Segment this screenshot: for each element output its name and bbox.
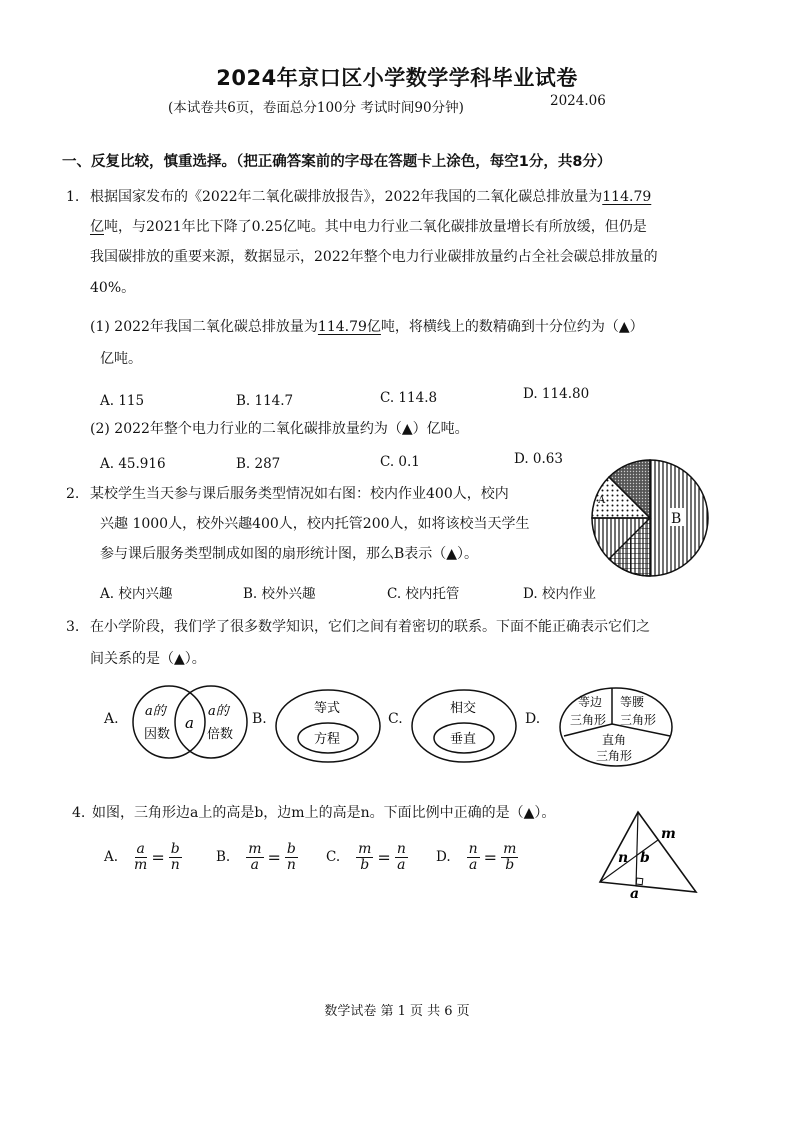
venn-a-left-top: a的 bbox=[145, 704, 166, 719]
venn-d-bottom-top: 直角 bbox=[602, 733, 627, 747]
q3-option-d-label[interactable]: D. bbox=[525, 711, 541, 727]
frac-numerator: n bbox=[396, 841, 406, 857]
venn-c-outer: 相交 bbox=[450, 701, 477, 716]
frac-numerator: b bbox=[170, 841, 180, 857]
exam-title: 2024年京口区小学数学学科毕业试卷 bbox=[216, 66, 578, 90]
exam-date: 2024.06 bbox=[550, 93, 606, 109]
q4-option-d-right-frac bbox=[501, 842, 518, 872]
q3-venn-c bbox=[408, 686, 520, 766]
q3-venn-b bbox=[272, 686, 384, 766]
q1-line-3: 我国碳排放的重要来源，数据显示，2022年整个电力行业碳排放量约占全社会碳总排放量的 bbox=[90, 249, 658, 265]
q4-option-d[interactable] bbox=[436, 842, 518, 872]
venn-b-inner: 方程 bbox=[314, 732, 341, 747]
q1-unit: 亿 bbox=[90, 219, 104, 235]
q1-sub1-option-a[interactable]: A. 115 bbox=[100, 393, 145, 409]
tri-label-n: n bbox=[618, 850, 629, 866]
q4-option-b-left-frac bbox=[246, 842, 263, 872]
q2-option-c[interactable]: C. 校内托管 bbox=[387, 586, 460, 602]
q2-line-1: 某校学生当天参与课后服务类型情况如右图：校内作业400人，校内 bbox=[90, 486, 509, 502]
q1-sub1-option-c[interactable]: C. 114.8 bbox=[380, 390, 438, 406]
q1-line-2 bbox=[90, 220, 647, 234]
q4-option-c-left-frac bbox=[356, 842, 373, 872]
frac-denominator: a bbox=[250, 856, 260, 873]
q3-option-b-label[interactable]: B. bbox=[252, 711, 267, 727]
frac-denominator: n bbox=[286, 856, 296, 873]
q4-option-c-label: C. bbox=[326, 849, 341, 866]
q1-sub2-option-b[interactable]: B. 287 bbox=[236, 456, 281, 472]
q1-sub1-post: 吨，将横线上的数精确到十分位约为（▲） bbox=[380, 319, 644, 335]
q1-sub1-pre: (1) 2022年我国二氧化碳总排放量为 bbox=[90, 319, 318, 335]
frac-numerator: m bbox=[248, 841, 262, 857]
q4-option-d-eq: = bbox=[483, 847, 498, 867]
q1-amount: 114.79 bbox=[602, 189, 652, 205]
frac-numerator: n bbox=[468, 841, 478, 857]
q4-option-a-right-frac bbox=[169, 842, 182, 872]
pie-label-small: A bbox=[598, 495, 606, 506]
frac-denominator: b bbox=[360, 856, 370, 873]
q4-option-b-label: B. bbox=[216, 849, 231, 866]
frac-numerator: a bbox=[136, 841, 145, 857]
venn-a-center: a bbox=[185, 714, 194, 732]
venn-d-left-bottom: 三角形 bbox=[570, 713, 607, 727]
q2-option-d[interactable]: D. 校内作业 bbox=[523, 586, 596, 602]
q2-option-b[interactable]: B. 校外兴趣 bbox=[243, 586, 316, 602]
q1-line-1 bbox=[90, 190, 651, 204]
venn-d-right-top: 等腰 bbox=[620, 695, 645, 709]
tri-label-a: a bbox=[630, 886, 640, 900]
q1-line-4: 40%。 bbox=[90, 280, 136, 296]
q4-triangle-figure bbox=[596, 806, 702, 900]
q1-sub1-option-d[interactable]: D. 114.80 bbox=[523, 386, 590, 402]
q4-option-a-label: A. bbox=[104, 849, 119, 866]
q4-text: 如图，三角形边a上的高是b，边m上的高是n。下面比例中正确的是（▲）。 bbox=[92, 805, 556, 821]
q3-line-1: 在小学阶段，我们学了很多数学知识，它们之间有着密切的联系。下面不能正确表示它们之 bbox=[90, 619, 650, 635]
frac-denominator: b bbox=[505, 856, 515, 873]
venn-d-right-bottom: 三角形 bbox=[620, 713, 657, 727]
q3-option-c-label[interactable]: C. bbox=[388, 711, 403, 727]
q1-line-1-text: 根据国家发布的《2022年二氧化碳排放报告》，2022年我国的二氧化碳总排放量为 bbox=[90, 189, 603, 205]
q4-option-c-eq: = bbox=[377, 847, 391, 867]
q4-option-c-right-frac bbox=[395, 842, 408, 872]
venn-a-left-bottom: 因数 bbox=[144, 727, 171, 742]
section-heading: 一、反复比较，慎重选择。（把正确答案前的字母在答题卡上涂色，每空1分，共8分） bbox=[62, 154, 612, 170]
q4-option-d-left-frac bbox=[467, 842, 480, 872]
q4-option-a-eq: = bbox=[151, 847, 165, 867]
pie-label-b: B bbox=[671, 511, 682, 527]
q1-sub1-amount: 114.79亿 bbox=[317, 319, 381, 335]
q1-sub1-line2: 亿吨。 bbox=[100, 351, 142, 367]
q1-line-2-text: 吨，与2021年比下降了0.25亿吨。其中电力行业二氧化碳排放量增长有所放缓，但仍是 bbox=[104, 219, 647, 235]
q3-venn-a bbox=[125, 682, 255, 762]
q4-option-b-right-frac bbox=[285, 842, 298, 872]
q3-option-a-label[interactable]: A. bbox=[104, 711, 119, 727]
q4-number: 4. bbox=[72, 805, 86, 821]
venn-c-inner: 垂直 bbox=[450, 732, 477, 747]
q4-option-c[interactable] bbox=[326, 842, 408, 872]
q4-option-a-left-frac bbox=[134, 842, 147, 872]
exam-subtitle: (本试卷共6页，卷面总分100分 考试时间90分钟) bbox=[168, 100, 464, 116]
q1-sub2-option-a[interactable]: A. 45.916 bbox=[100, 456, 166, 472]
venn-a-right-top: a的 bbox=[208, 704, 229, 719]
q2-pie-chart bbox=[590, 458, 710, 578]
venn-d-bottom-bottom: 三角形 bbox=[596, 749, 633, 763]
tri-label-b: b bbox=[640, 850, 650, 866]
q2-option-a[interactable]: A. 校内兴趣 bbox=[100, 586, 173, 602]
q4-option-b-eq: = bbox=[267, 847, 281, 867]
q1-number: 1. bbox=[66, 189, 80, 205]
q3-venn-d bbox=[556, 684, 676, 770]
frac-denominator: a bbox=[397, 856, 406, 873]
venn-b-outer: 等式 bbox=[314, 701, 341, 716]
frac-denominator: n bbox=[170, 856, 180, 873]
q1-sub2-option-d[interactable]: D. 0.63 bbox=[514, 451, 563, 467]
q4-option-a[interactable] bbox=[104, 842, 182, 872]
frac-denominator: a bbox=[468, 856, 478, 873]
frac-numerator: m bbox=[358, 841, 372, 857]
page-footer: 数学试卷 第 1 页 共 6 页 bbox=[324, 1004, 470, 1019]
frac-denominator: m bbox=[134, 856, 148, 873]
q1-sub2: (2) 2022年整个电力行业的二氧化碳排放量约为（▲）亿吨。 bbox=[90, 421, 469, 437]
q4-option-b[interactable] bbox=[216, 842, 298, 872]
q2-line-2: 兴趣 1000人，校外兴趣400人，校内托管200人，如将该校当天学生 bbox=[100, 516, 530, 532]
q1-sub2-option-c[interactable]: C. 0.1 bbox=[380, 454, 420, 470]
venn-a-right-bottom: 倍数 bbox=[207, 727, 234, 742]
q3-number: 3. bbox=[66, 619, 80, 635]
q1-sub1 bbox=[90, 320, 644, 334]
q2-line-3: 参与课后服务类型制成如图的扇形统计图，那么B表示（▲）。 bbox=[100, 546, 479, 562]
q1-sub1-option-b[interactable]: B. 114.7 bbox=[236, 393, 294, 409]
q4-option-d-label: D. bbox=[436, 849, 451, 866]
q3-line-2: 间关系的是（▲）。 bbox=[90, 651, 206, 667]
frac-numerator: m bbox=[503, 841, 517, 857]
q2-number: 2. bbox=[66, 486, 80, 502]
frac-numerator: b bbox=[286, 841, 296, 857]
venn-d-left-top: 等边 bbox=[578, 695, 603, 709]
tri-label-m: m bbox=[661, 826, 676, 842]
